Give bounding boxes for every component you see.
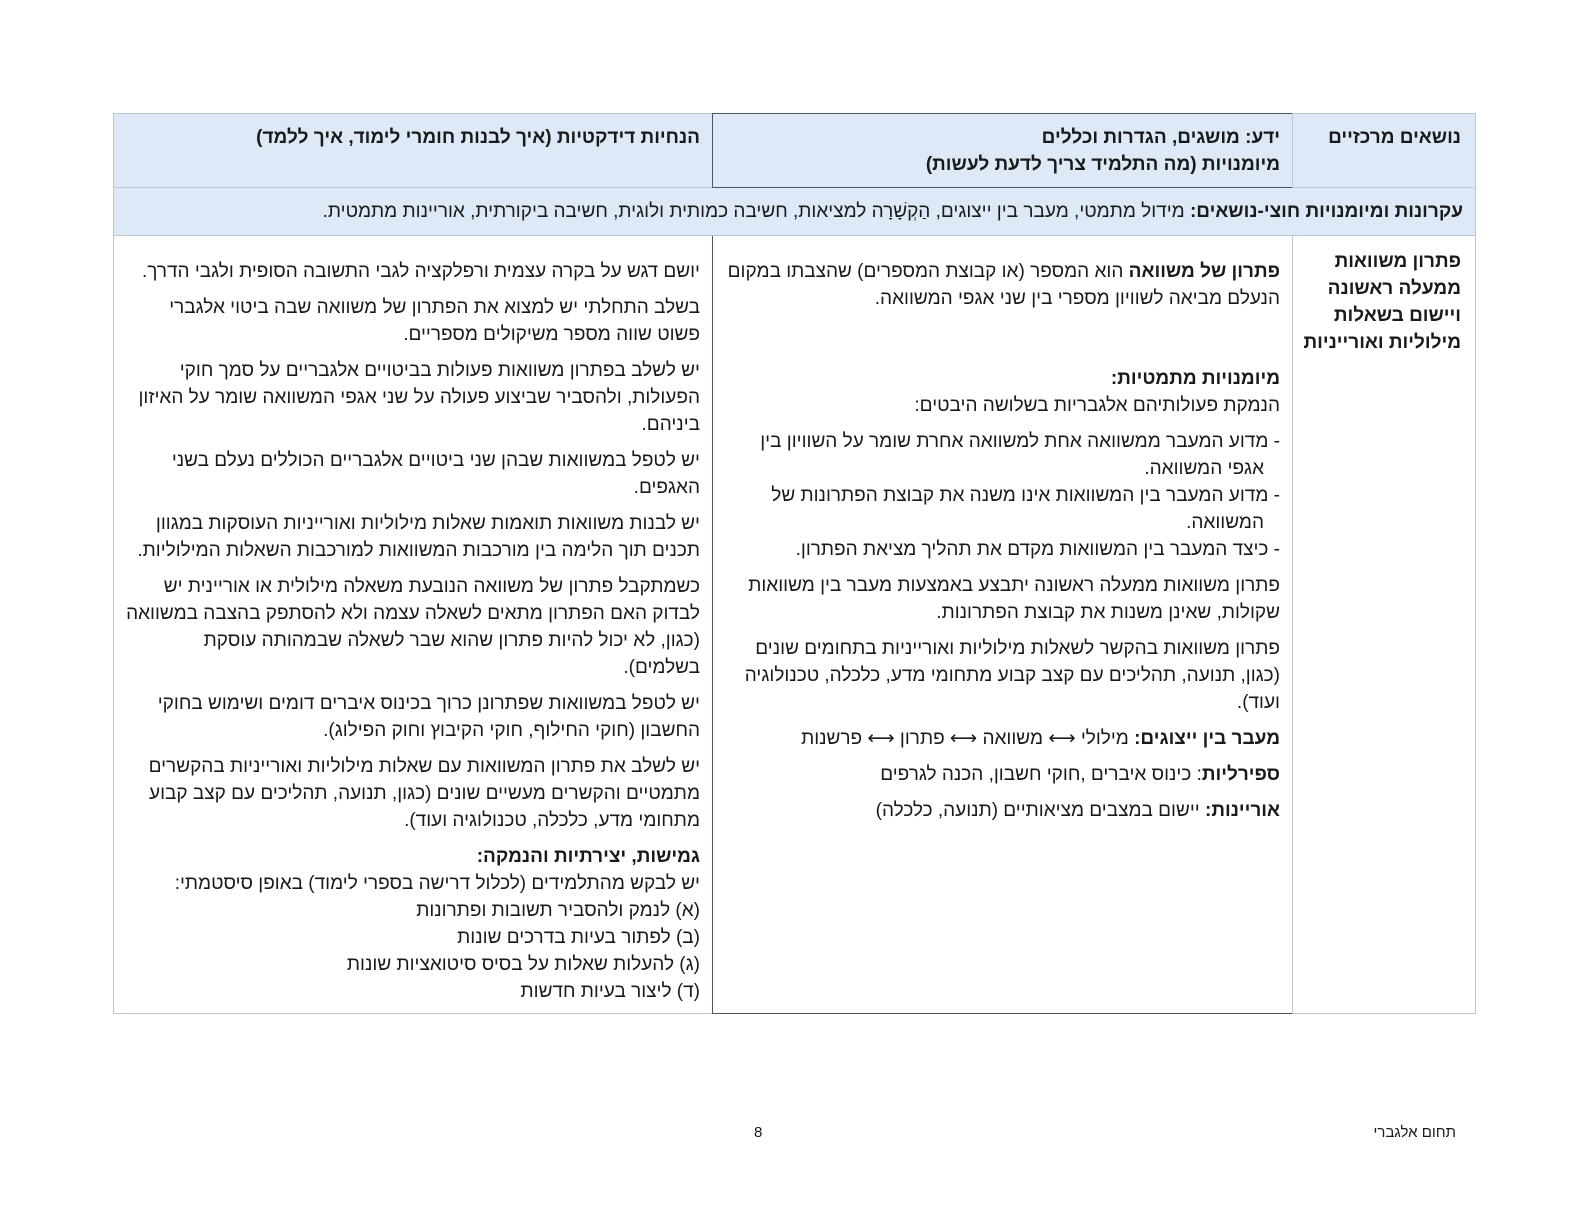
flexibility-intro: יש לבקש מהתלמידים (לכלול דרישה בספרי לימוד) באופן סיסטמתי:: [174, 873, 700, 894]
definition-paragraph: [723, 258, 1280, 312]
definition-text: הוא המספר (או קבוצת המספרים) שהצבתו במקום הנעלם מביאה לשוויון מספרי בין שני אגפי המשוואה.: [727, 261, 1280, 309]
skills-intro: הנמקת פעולותיהם אלגבריות בשלושה היבטים:: [914, 395, 1280, 416]
topic-cell: פתרון משוואות ממעלה ראשונה ויישום בשאלות מילוליות ואורייניות: [1293, 236, 1476, 1014]
skills-dash-item: - מדוע המעבר ממשוואה אחת למשוואה אחרת שומר על השוויון בין אגפי המשוואה.: [760, 431, 1280, 479]
spiral-paragraph: [723, 761, 1280, 788]
page-number: 8: [754, 1124, 763, 1141]
cross-topics-text: מידול מתמטי, מעבר בין ייצוגים, הַקְשָׁרָה למציאות, חשיבה כמותית ולוגית, חשיבה ביקורתית, אוריינות מתמטית.: [322, 201, 1190, 222]
cross-topics-cell: [114, 188, 1476, 236]
header-knowledge-line1: ידע: מושגים, הגדרות וכללים: [1041, 127, 1280, 148]
literacy-text: יישום במצבים מציאותיים (תנועה, כלכלה): [875, 800, 1205, 821]
didactic-paragraph: יש לבנות משוואות תואמות שאלות מילוליות ואורייניות העוסקות במגוון תכנים תוך הלימה בין מורכבות המשוואות למורכבות השאלות המילוליות.: [137, 513, 700, 561]
didactic-paragraph: יש לטפל במשוואות שבהן שני ביטויים אלגבריים הכוללים נעלם בשני האגפים.: [171, 450, 700, 498]
contexts-paragraph: פתרון משוואות בהקשר לשאלות מילוליות ואורייניות בתחומים שונים (כגון, תנועה, תהליכים עם קצב קבוע מתחומי מדע, כלכלה, טכנולוגיה ועוד).: [744, 638, 1280, 713]
didactic-paragraph: יושם דגש על בקרה עצמית ורפלקציה לגבי התשובה הסופית ולגבי הדרך.: [141, 261, 700, 282]
didactic-paragraph: יש לשלב את פתרון המשוואות עם שאלות מילוליות ואורייניות בהקשרים מתמטיים והקשרים מעשיים שונים (כגון, תנועה, תהליכים עם קצב קבוע מתחומי מדע, כלכלה, טכנולוגיה ועוד).: [148, 756, 700, 831]
flexibility-title: גמישות, יצירתיות והנמקה:: [476, 846, 700, 867]
table-header-row: [114, 114, 1476, 188]
skills-dash-item: - כיצד המעבר בין המשוואות מקדם את תהליך מציאת הפתרון.: [795, 539, 1280, 560]
flexibility-item-c: (ג) להעלות שאלות על בסיס סיטואציות שונות: [346, 954, 700, 975]
flexibility-item-a: (א) לנמק ולהסביר תשובות ופתרונות: [416, 900, 700, 921]
didactic-paragraph: יש לטפל במשוואות שפתרונן כרוך בכינוס איברים דומים ושימוש בחוקי החשבון (חוקי החילוף, חוקי הקיבוץ וחוק הפילוג).: [157, 693, 700, 741]
cross-topics-row: [114, 188, 1476, 236]
flexibility-item-d: (ד) ליצור בעיות חדשות: [520, 981, 700, 1002]
flexibility-item-b: (ב) לפתור בעיות בדרכים שונות: [457, 927, 700, 948]
spiral-label: ספירליות: [1201, 764, 1280, 785]
spiral-text: : כינוס איברים ,חוקי חשבון, הכנה לגרפים: [880, 764, 1202, 785]
knowledge-cell: [713, 236, 1293, 1014]
cross-topics-label: עקרונות ומיומנויות חוצי-נושאים:: [1189, 201, 1463, 222]
literacy-label: אוריינות:: [1205, 800, 1280, 821]
didactic-cell: [114, 236, 713, 1014]
definition-term: פתרון של משוואה: [1128, 261, 1280, 282]
representations-label: מעבר בין ייצוגים:: [1134, 728, 1280, 749]
skills-title: מיומנויות מתמטיות:: [1110, 368, 1280, 389]
representations-paragraph: [723, 725, 1280, 752]
literacy-paragraph: [723, 797, 1280, 824]
header-knowledge: [713, 114, 1293, 188]
header-topics: נושאים מרכזיים: [1293, 114, 1476, 188]
equivalent-equations-paragraph: פתרון משוואות ממעלה ראשונה יתבצע באמצעות מעבר בין משוואות שקולות, שאינן משנות את קבוצת הפתרונות.: [748, 575, 1280, 623]
skills-dash-item: - מדוע המעבר בין המשוואות אינו משנה את קבוצת הפתרונות של המשוואה.: [771, 485, 1280, 533]
didactic-paragraph: בשלב התחלתי יש למצוא את הפתרון של משוואה שבה ביטוי אלגברי פשוט שווה מספר משיקולים מספריים.: [169, 297, 700, 345]
header-didactic: הנחיות דידקטיות (איך לבנות חומרי לימוד, איך ללמד): [114, 114, 713, 188]
content-row: [114, 236, 1476, 1014]
didactic-paragraph: יש לשלב בפתרון משוואות פעולות בביטויים אלגבריים על סמך חוקי הפעולות, ולהסביר שביצוע פעולה על שני אגפי המשוואה שומר על האיזון ביניהם.: [138, 360, 700, 435]
curriculum-table: [113, 113, 1476, 1014]
footer-domain: תחום אלגברי: [1373, 1124, 1456, 1141]
header-knowledge-line2: מיומנויות (מה התלמיד צריך לדעת לעשות): [925, 154, 1280, 175]
didactic-paragraph: כשמתקבל פתרון של משוואה הנובעת משאלה מילולית או אוריינית יש לבדוק האם הפתרון מתאים לשאלה עצמה ולא להסתפק בהצבה במשוואה (כגון, לא יכול להיות פתרון שהוא שבר לשאלה שבמהותה עוסקת בשלמים).: [126, 576, 700, 678]
representations-text: מילולי ⟷ משוואה ⟷ פתרון ⟷ פרשנות: [801, 728, 1135, 749]
